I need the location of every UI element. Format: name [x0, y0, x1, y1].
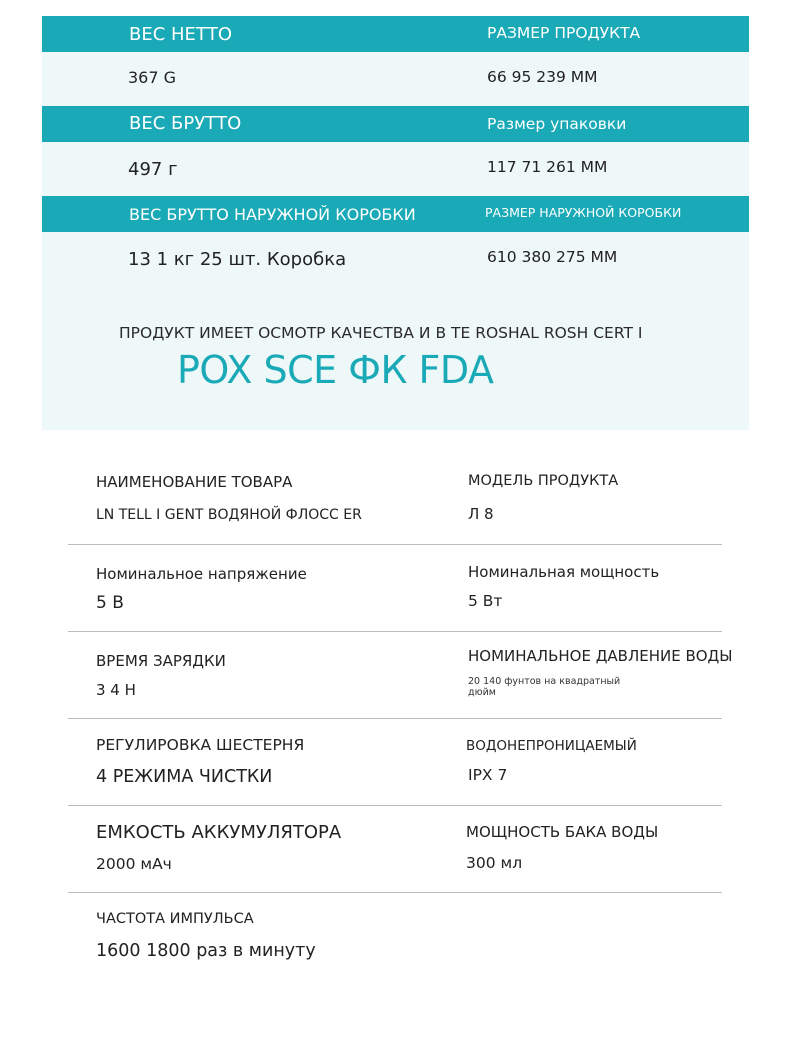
spec-row-modes	[68, 718, 722, 806]
charging-time-value: 3 4 H	[96, 681, 136, 699]
water-pressure-label: НОМИНАЛЬНОЕ ДАВЛЕНИЕ ВОДЫ	[468, 647, 733, 665]
product-name-value: LN TELL I GENT ВОДЯНОЙ ФЛОСС ER	[96, 507, 362, 523]
waterproof-label: ВОДОНЕПРОНИЦАЕМЫЙ	[466, 738, 637, 754]
net-weight-label: ВЕС НЕТТО	[129, 24, 233, 45]
waterproof-value: IPX 7	[468, 766, 508, 784]
header-band-weight	[42, 16, 749, 52]
spec-row-battery	[68, 805, 722, 893]
cleaning-modes-value: 4 РЕЖИМА ЧИСТКИ	[96, 767, 273, 787]
product-size-label: РАЗМЕР ПРОДУКТА	[487, 24, 641, 42]
battery-capacity-label: ЕМКОСТЬ АККУМУЛЯТОРА	[96, 822, 342, 843]
gear-adjustment-label: РЕГУЛИРОВКА ШЕСТЕРНЯ	[96, 736, 305, 754]
rated-voltage-value: 5 В	[96, 593, 124, 613]
gross-weight-value: 497 г	[128, 159, 178, 180]
carton-gross-weight-label: ВЕС БРУТТО НАРУЖНОЙ КОРОБКИ	[129, 205, 416, 224]
spec-row-voltage	[68, 544, 722, 632]
rated-voltage-label: Номинальное напряжение	[96, 565, 307, 583]
package-size-value: 117 71 261 MM	[487, 158, 608, 176]
certifications: POX SCE ФК FDA	[177, 348, 494, 392]
carton-size-label: РАЗМЕР НАРУЖНОЙ КОРОБКИ	[485, 205, 682, 220]
rated-power-label: Номинальная мощность	[468, 563, 660, 581]
product-model-value: Л 8	[468, 505, 494, 523]
pulse-frequency-label: ЧАСТОТА ИМПУЛЬСА	[96, 911, 254, 927]
tank-capacity-value: 300 мл	[466, 854, 523, 872]
spec-row-pulse	[68, 892, 722, 979]
water-pressure-value-line1: 20 140 фунтов на квадратный	[468, 676, 621, 687]
pulse-frequency-value: 1600 1800 раз в минуту	[96, 941, 316, 961]
battery-capacity-value: 2000 мАч	[96, 855, 172, 873]
spec-row-product-name	[68, 457, 722, 545]
shipping-info-panel	[42, 16, 749, 430]
package-size-label: Размер упаковки	[487, 115, 627, 133]
rated-power-value: 5 Вт	[468, 592, 503, 610]
tank-capacity-label: МОЩНОСТЬ БАКА ВОДЫ	[466, 823, 659, 841]
water-pressure-value-line2: дюйм	[468, 687, 496, 698]
charging-time-label: ВРЕМЯ ЗАРЯДКИ	[96, 652, 226, 670]
product-size-value: 66 95 239 MM	[487, 68, 598, 86]
header-band-gross	[42, 106, 749, 142]
gross-weight-label: ВЕС БРУТТО	[129, 113, 242, 134]
product-name-label: НАИМЕНОВАНИЕ ТОВАРА	[96, 473, 293, 491]
net-weight-value: 367 G	[128, 68, 177, 87]
carton-size-value: 610 380 275 MM	[487, 248, 618, 266]
carton-gross-weight-value: 13 1 кг 25 шт. Коробка	[128, 249, 347, 270]
spec-row-charging	[68, 631, 733, 719]
quality-statement: ПРОДУКТ ИМЕЕТ ОСМОТР КАЧЕСТВА И В ТЕ ROSHAL ROSH CERT I	[119, 324, 643, 342]
header-band-carton	[42, 196, 749, 232]
product-model-label: МОДЕЛЬ ПРОДУКТА	[468, 473, 619, 489]
